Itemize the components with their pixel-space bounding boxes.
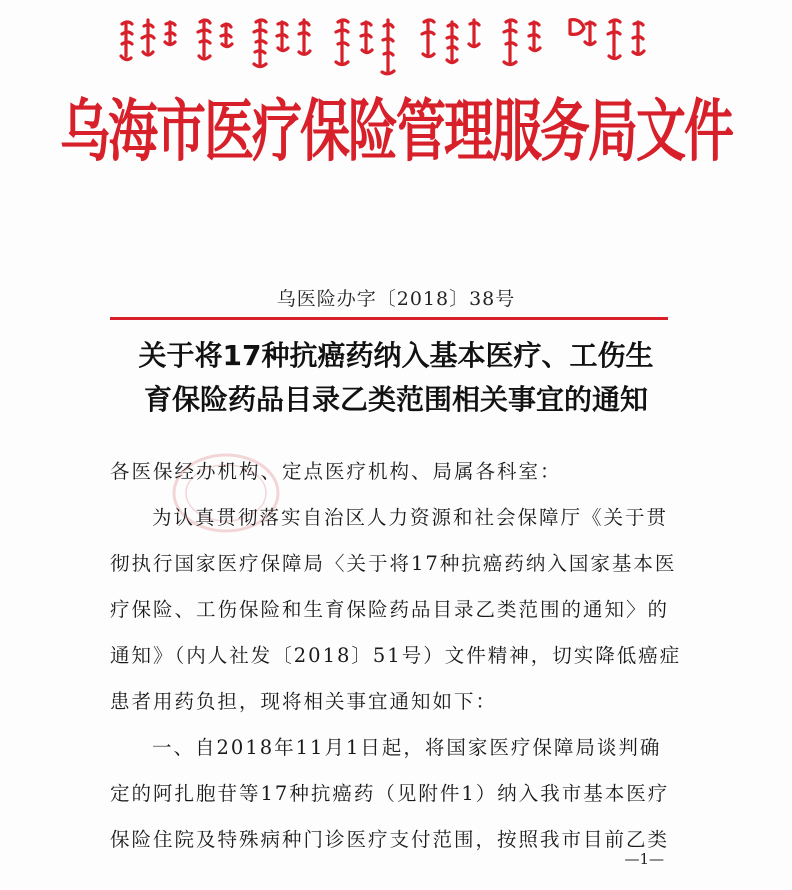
page-number: —1— — [624, 850, 664, 868]
notice-title — [100, 334, 692, 422]
red-divider-line — [110, 317, 668, 320]
body-line: 一、自2018年11月1日起，将国家医疗保障局谈判确 — [152, 736, 662, 759]
document-number: 乌医险办字〔2018〕38号 — [276, 288, 516, 310]
body-content — [110, 456, 682, 856]
body-line: 患者用药负担，现将相关事宜通知如下： — [110, 690, 498, 713]
salutation: 各医保经办机构、定点医疗机构、局属各科室： — [110, 460, 562, 483]
notice-title-line-2: 育保险药品目录乙类范围相关事宜的通知 — [143, 383, 648, 416]
issuer-title: 乌海市医疗保险管理服务局文件 — [60, 92, 732, 171]
body-line: 为认真贯彻落实自治区人力资源和社会保障厅《关于贯 — [152, 506, 669, 529]
mongolian-script-graphic — [118, 12, 658, 78]
body-line: 定的阿扎胞苷等17种抗癌药（见附件1）纳入我市基本医疗 — [110, 782, 670, 805]
body-line: 彻执行国家医疗保障局〈关于将17种抗癌药纳入国家基本医 — [110, 552, 677, 575]
body-line: 通知》（内人社发〔2018〕51号）文件精神，切实降低癌症 — [110, 644, 682, 667]
body-line: 保险住院及特殊病种门诊医疗支付范围，按照我市目前乙类 — [110, 828, 670, 851]
notice-title-line-1: 关于将17种抗癌药纳入基本医疗、工伤生 — [138, 339, 654, 372]
body-line: 疗保险、工伤保险和生育保险药品目录乙类范围的通知〉的 — [110, 598, 670, 621]
mongolian-script-header — [118, 12, 658, 78]
